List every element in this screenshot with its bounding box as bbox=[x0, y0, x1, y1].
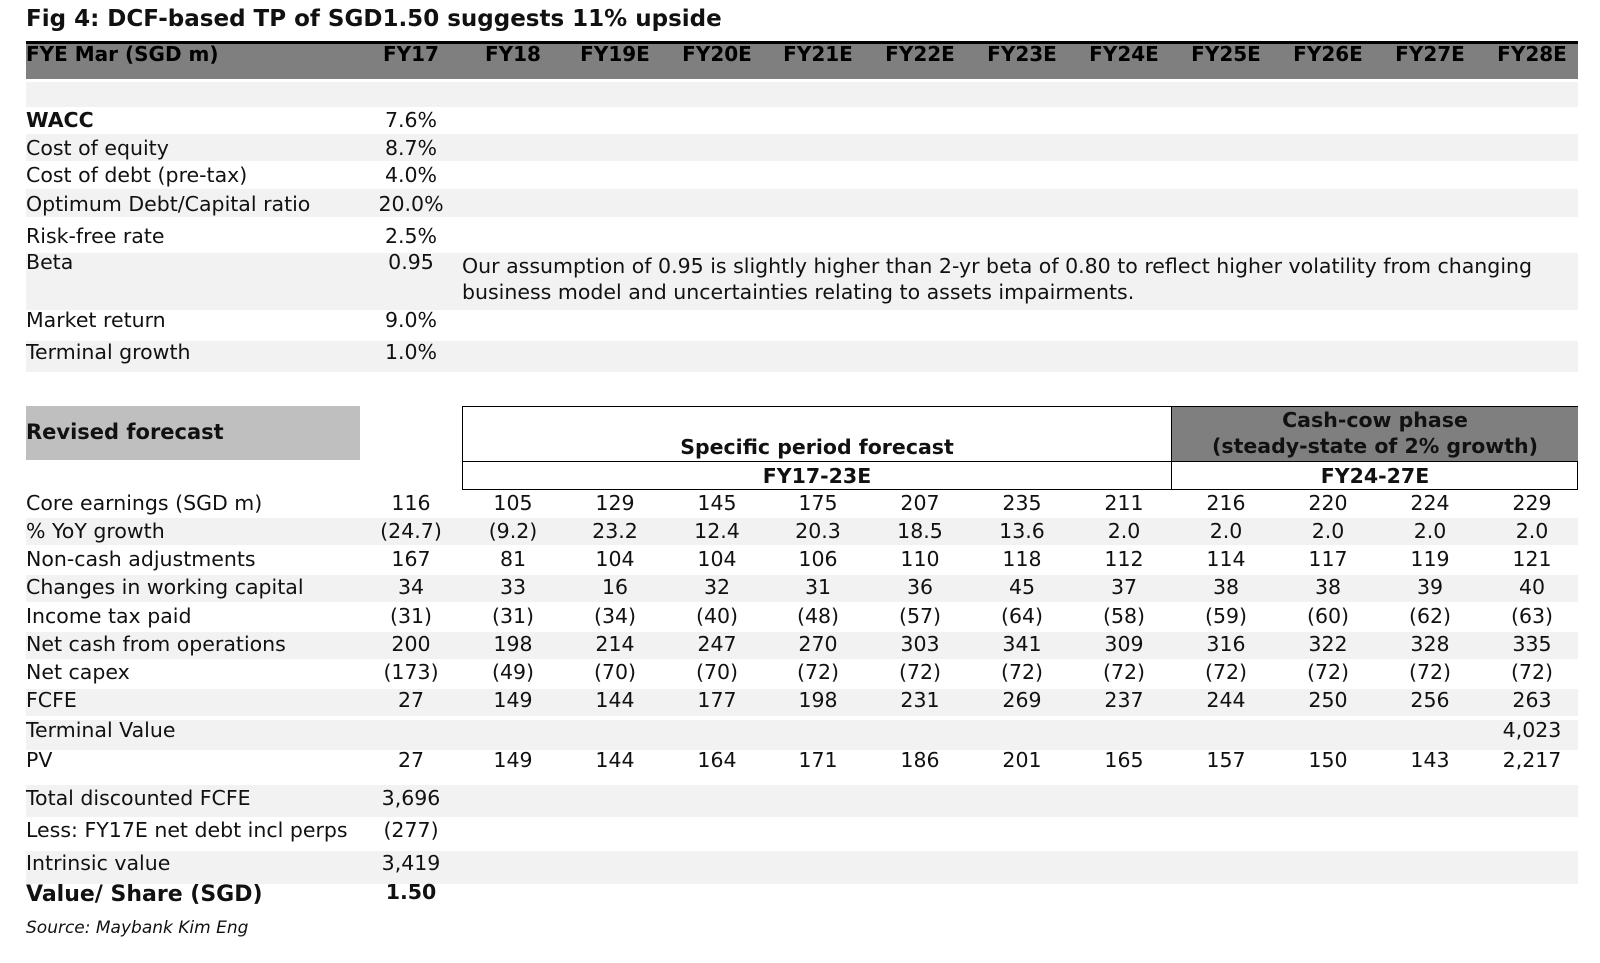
table-cell: 250 bbox=[1308, 688, 1348, 712]
assumption-value: 7.6% bbox=[384, 108, 438, 132]
table-cell: 144 bbox=[595, 748, 635, 772]
year-header: FY24E bbox=[1089, 42, 1159, 66]
table-cell: 149 bbox=[493, 748, 533, 772]
table-cell: (70) bbox=[695, 660, 739, 684]
table-cell: 38 bbox=[1314, 575, 1342, 599]
table-cell: 37 bbox=[1110, 575, 1138, 599]
row-band bbox=[26, 720, 1578, 750]
table-cell: 27 bbox=[397, 748, 425, 772]
table-cell: (72) bbox=[1204, 660, 1248, 684]
table-cell: 177 bbox=[697, 688, 737, 712]
table-cell: 38 bbox=[1212, 575, 1240, 599]
table-cell: 12.4 bbox=[694, 519, 740, 543]
header-label: FYE Mar (SGD m) bbox=[26, 42, 219, 66]
table-cell: 198 bbox=[798, 688, 838, 712]
table-row-label: PV bbox=[26, 748, 53, 772]
table-cell: 269 bbox=[1002, 688, 1042, 712]
assumption-value: 20.0% bbox=[378, 192, 444, 216]
specific-period-range: FY17-23E bbox=[762, 464, 872, 488]
table-cell: 175 bbox=[798, 491, 838, 515]
table-cell: 34 bbox=[397, 575, 425, 599]
summary-value: 1.50 bbox=[385, 880, 437, 904]
table-cell: 32 bbox=[703, 575, 731, 599]
source-note: Source: Maybank Kim Eng bbox=[26, 918, 249, 938]
table-cell: 2.0 bbox=[1515, 519, 1549, 543]
table-cell: (59) bbox=[1204, 604, 1248, 628]
assumption-label: Risk-free rate bbox=[26, 224, 165, 248]
table-cell: 112 bbox=[1104, 547, 1144, 571]
table-cell: (72) bbox=[1000, 660, 1044, 684]
summary-label: Value/ Share (SGD) bbox=[26, 882, 263, 907]
year-header: FY18 bbox=[485, 42, 541, 66]
year-header: FY20E bbox=[682, 42, 752, 66]
table-cell: 198 bbox=[493, 632, 533, 656]
table-cell: 27 bbox=[397, 688, 425, 712]
table-cell: 2.0 bbox=[1209, 519, 1243, 543]
cash-cow-divider bbox=[1172, 461, 1578, 462]
table-cell: 2,217 bbox=[1502, 748, 1562, 772]
table-row-label: Net cash from operations bbox=[26, 632, 286, 656]
table-cell: 322 bbox=[1308, 632, 1348, 656]
table-cell: 118 bbox=[1002, 547, 1042, 571]
table-cell: 33 bbox=[499, 575, 527, 599]
table-cell: 2.0 bbox=[1107, 519, 1141, 543]
table-cell: 110 bbox=[900, 547, 940, 571]
table-cell: 200 bbox=[391, 632, 431, 656]
table-cell: 23.2 bbox=[592, 519, 638, 543]
spacer-band bbox=[26, 82, 1578, 107]
table-cell: 303 bbox=[900, 632, 940, 656]
summary-label: Intrinsic value bbox=[26, 851, 171, 875]
table-cell: 36 bbox=[906, 575, 934, 599]
table-cell: 316 bbox=[1206, 632, 1246, 656]
specific-period-divider bbox=[462, 461, 1172, 462]
table-cell: (58) bbox=[1102, 604, 1146, 628]
table-cell: 104 bbox=[697, 547, 737, 571]
assumption-label: Beta bbox=[26, 250, 74, 274]
table-row-label: % YoY growth bbox=[26, 519, 165, 543]
table-cell: 237 bbox=[1104, 688, 1144, 712]
table-cell: 150 bbox=[1308, 748, 1348, 772]
table-cell: 4,023 bbox=[1502, 718, 1562, 742]
table-cell: 335 bbox=[1512, 632, 1552, 656]
assumption-value: 0.95 bbox=[388, 250, 434, 274]
year-header: FY27E bbox=[1395, 42, 1465, 66]
row-band bbox=[26, 341, 1578, 372]
assumption-label: Terminal growth bbox=[26, 340, 191, 364]
summary-value: (277) bbox=[383, 818, 439, 842]
table-cell: (72) bbox=[898, 660, 942, 684]
assumption-label: WACC bbox=[26, 108, 94, 132]
summary-label: Less: FY17E net debt incl perps bbox=[26, 818, 348, 842]
table-cell: (72) bbox=[1510, 660, 1554, 684]
table-cell: (173) bbox=[383, 660, 439, 684]
table-cell: (48) bbox=[796, 604, 840, 628]
assumption-label: Market return bbox=[26, 308, 166, 332]
table-cell: 18.5 bbox=[897, 519, 943, 543]
cash-cow-title: Cash-cow phase bbox=[1282, 408, 1468, 432]
figure-title: Fig 4: DCF-based TP of SGD1.50 suggests 11% upside bbox=[26, 6, 722, 32]
year-header: FY23E bbox=[987, 42, 1057, 66]
forecast-header-bottom-line bbox=[462, 489, 1578, 490]
table-cell: 13.6 bbox=[999, 519, 1045, 543]
year-header: FY26E bbox=[1293, 42, 1363, 66]
table-row-label: Net capex bbox=[26, 660, 130, 684]
assumption-label: Optimum Debt/Capital ratio bbox=[26, 192, 311, 216]
table-cell: 328 bbox=[1410, 632, 1450, 656]
cash-cow-subtitle: (steady-state of 2% growth) bbox=[1212, 434, 1538, 458]
table-row-label: Terminal Value bbox=[26, 718, 176, 742]
summary-label: Total discounted FCFE bbox=[26, 786, 251, 810]
table-cell: (9.2) bbox=[488, 519, 538, 543]
table-cell: (72) bbox=[796, 660, 840, 684]
table-cell: 114 bbox=[1206, 547, 1246, 571]
revised-forecast-label: Revised forecast bbox=[26, 420, 224, 444]
table-cell: (57) bbox=[898, 604, 942, 628]
table-cell: 121 bbox=[1512, 547, 1552, 571]
table-cell: 145 bbox=[697, 491, 737, 515]
table-row-label: Non-cash adjustments bbox=[26, 547, 256, 571]
assumption-value: 8.7% bbox=[384, 136, 438, 160]
assumption-value: 4.0% bbox=[384, 163, 438, 187]
row-band bbox=[26, 134, 1578, 161]
table-cell: 16 bbox=[601, 575, 629, 599]
table-row-label: Core earnings (SGD m) bbox=[26, 491, 263, 515]
row-band bbox=[26, 851, 1578, 884]
assumption-value: 2.5% bbox=[384, 224, 438, 248]
table-cell: 2.0 bbox=[1311, 519, 1345, 543]
table-cell: (64) bbox=[1000, 604, 1044, 628]
table-cell: 20.3 bbox=[795, 519, 841, 543]
table-row-label: FCFE bbox=[26, 688, 77, 712]
table-cell: 165 bbox=[1104, 748, 1144, 772]
year-header: FY17 bbox=[383, 42, 439, 66]
table-cell: (24.7) bbox=[380, 519, 442, 543]
cash-cow-range: FY24-27E bbox=[1320, 464, 1430, 488]
table-cell: (31) bbox=[389, 604, 433, 628]
table-row-label: Changes in working capital bbox=[26, 575, 304, 599]
table-cell: 214 bbox=[595, 632, 635, 656]
table-cell: (31) bbox=[491, 604, 535, 628]
table-cell: (34) bbox=[593, 604, 637, 628]
assumption-value: 9.0% bbox=[384, 308, 438, 332]
table-cell: 270 bbox=[798, 632, 838, 656]
table-cell: 235 bbox=[1002, 491, 1042, 515]
table-cell: (63) bbox=[1510, 604, 1554, 628]
table-cell: 186 bbox=[900, 748, 940, 772]
year-header: FY25E bbox=[1191, 42, 1261, 66]
table-cell: 309 bbox=[1104, 632, 1144, 656]
table-cell: 143 bbox=[1410, 748, 1450, 772]
table-cell: 211 bbox=[1104, 491, 1144, 515]
table-cell: 263 bbox=[1512, 688, 1552, 712]
table-cell: 45 bbox=[1008, 575, 1036, 599]
year-header: FY28E bbox=[1497, 42, 1567, 66]
table-cell: (62) bbox=[1408, 604, 1452, 628]
table-cell: 247 bbox=[697, 632, 737, 656]
beta-note: Our assumption of 0.95 is slightly higher than 2-yr beta of 0.80 to reflect higher volatility from changing business model and uncertainties relating to assets impairments. bbox=[462, 254, 1533, 304]
table-cell: 256 bbox=[1410, 688, 1450, 712]
table-cell: 116 bbox=[391, 491, 431, 515]
table-cell: 129 bbox=[595, 491, 635, 515]
table-cell: 220 bbox=[1308, 491, 1348, 515]
table-cell: 104 bbox=[595, 547, 635, 571]
summary-value: 3,696 bbox=[381, 786, 441, 810]
summary-value: 3,419 bbox=[381, 851, 441, 875]
table-cell: (70) bbox=[593, 660, 637, 684]
table-cell: 231 bbox=[900, 688, 940, 712]
table-cell: 144 bbox=[595, 688, 635, 712]
table-cell: (60) bbox=[1306, 604, 1350, 628]
table-cell: 224 bbox=[1410, 491, 1450, 515]
table-cell: (72) bbox=[1408, 660, 1452, 684]
table-cell: 167 bbox=[391, 547, 431, 571]
assumption-label: Cost of equity bbox=[26, 136, 169, 160]
table-cell: 157 bbox=[1206, 748, 1246, 772]
table-cell: 207 bbox=[900, 491, 940, 515]
table-cell: 81 bbox=[499, 547, 527, 571]
table-cell: 39 bbox=[1416, 575, 1444, 599]
table-cell: 117 bbox=[1308, 547, 1348, 571]
year-header: FY19E bbox=[580, 42, 650, 66]
year-header: FY21E bbox=[783, 42, 853, 66]
table-cell: (40) bbox=[695, 604, 739, 628]
assumption-label: Cost of debt (pre-tax) bbox=[26, 163, 248, 187]
table-row-label: Income tax paid bbox=[26, 604, 192, 628]
table-cell: (72) bbox=[1102, 660, 1146, 684]
table-cell: 40 bbox=[1518, 575, 1546, 599]
table-cell: (72) bbox=[1306, 660, 1350, 684]
year-header: FY22E bbox=[885, 42, 955, 66]
table-cell: 201 bbox=[1002, 748, 1042, 772]
row-band bbox=[26, 785, 1578, 817]
table-cell: (49) bbox=[491, 660, 535, 684]
table-cell: 244 bbox=[1206, 688, 1246, 712]
table-cell: 149 bbox=[493, 688, 533, 712]
table-cell: 119 bbox=[1410, 547, 1450, 571]
table-cell: 229 bbox=[1512, 491, 1552, 515]
table-cell: 171 bbox=[798, 748, 838, 772]
table-cell: 341 bbox=[1002, 632, 1042, 656]
table-cell: 164 bbox=[697, 748, 737, 772]
table-cell: 106 bbox=[798, 547, 838, 571]
table-cell: 105 bbox=[493, 491, 533, 515]
assumption-value: 1.0% bbox=[384, 340, 438, 364]
table-cell: 31 bbox=[804, 575, 832, 599]
table-cell: 2.0 bbox=[1413, 519, 1447, 543]
specific-period-title: Specific period forecast bbox=[680, 435, 954, 459]
table-cell: 216 bbox=[1206, 491, 1246, 515]
